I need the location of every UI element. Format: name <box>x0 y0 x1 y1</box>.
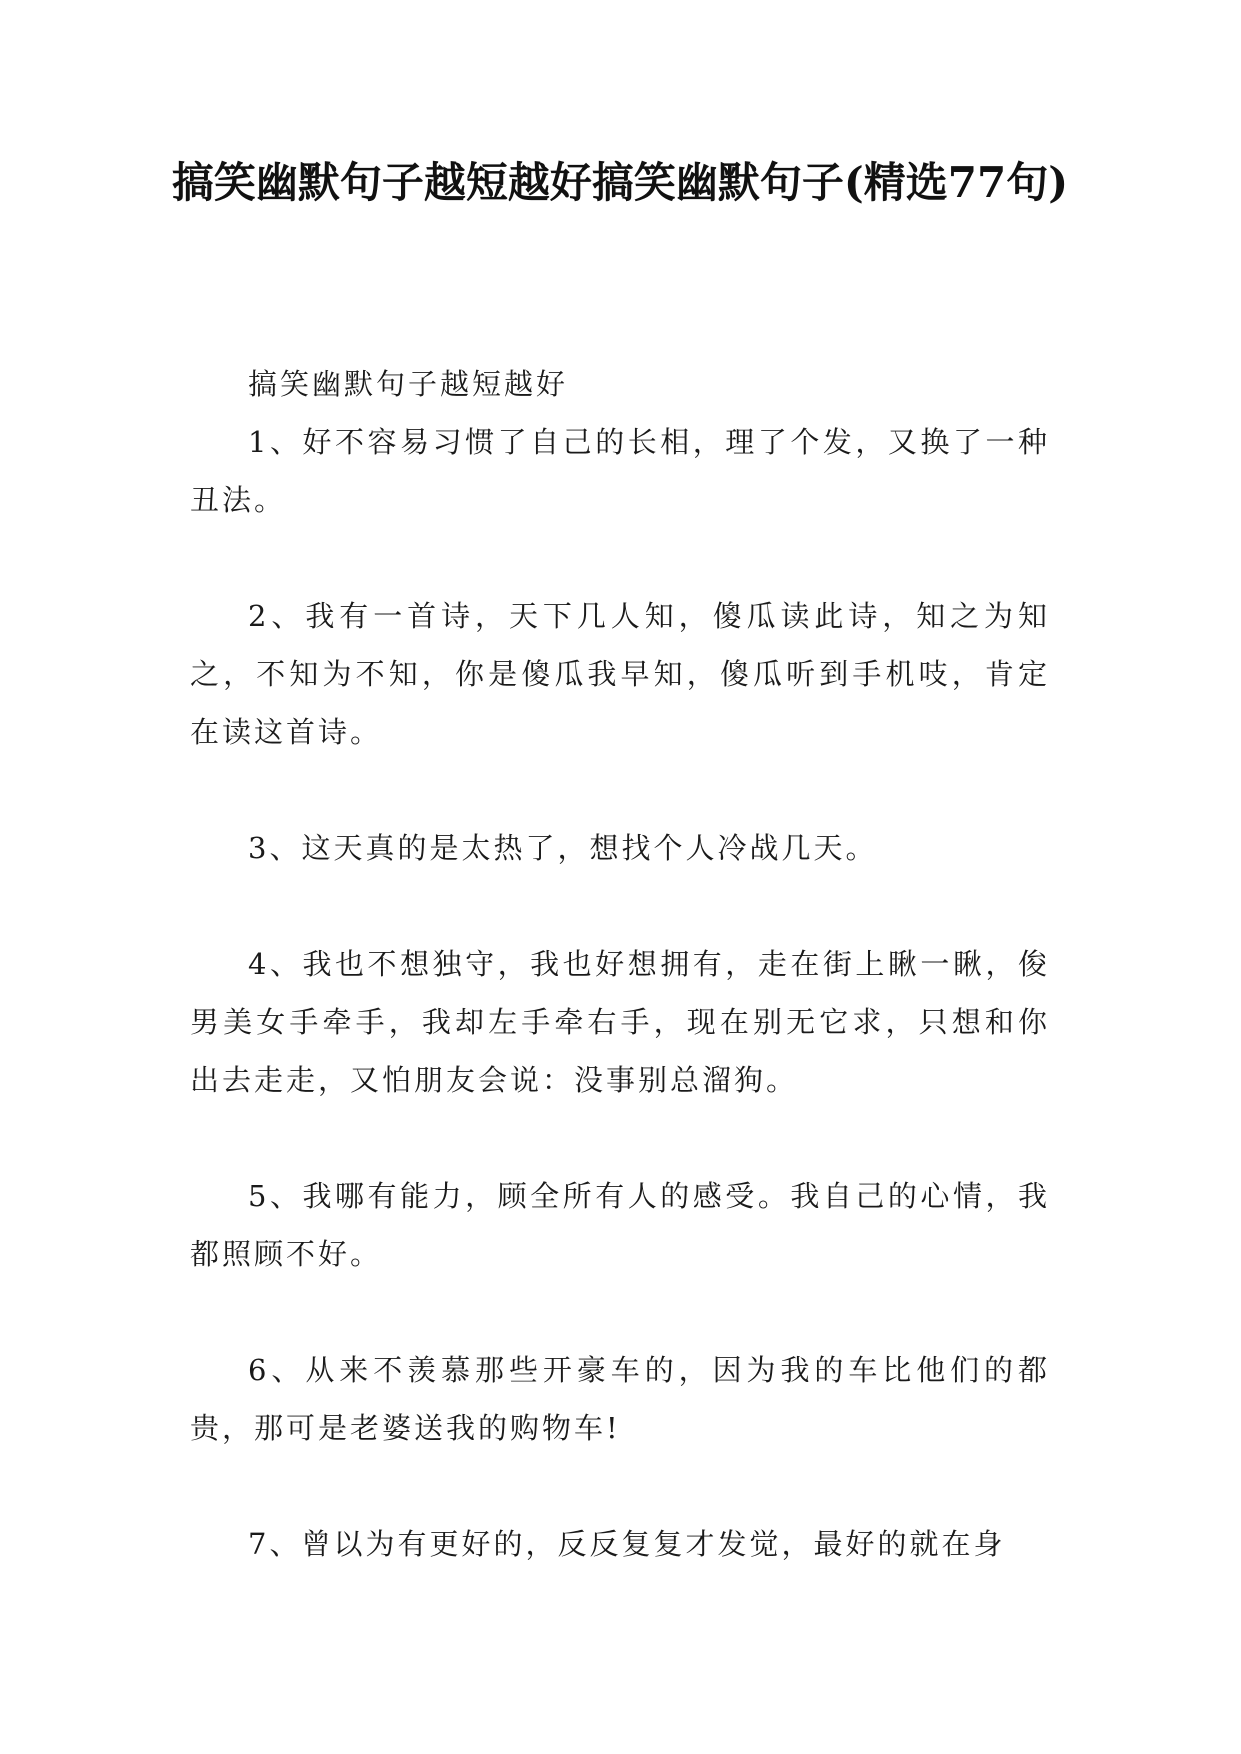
list-item: 1、好不容易习惯了自己的长相，理了个发，又换了一种丑法。 <box>190 425 1050 517</box>
list-item: 7、曾以为有更好的，反反复复才发觉，最好的就在身 <box>248 1527 1006 1561</box>
list-item: 6、从来不羡慕那些开豪车的，因为我的车比他们的都贵，那可是老婆送我的购物车! <box>190 1353 1050 1445</box>
section-subtitle: 搞笑幽默句子越短越好 <box>248 367 569 401</box>
list-item: 2、我有一首诗，天下几人知，傻瓜读此诗，知之为知之，不知为不知，你是傻瓜我早知，傻瓜听到手机吱，肯定在读这首诗。 <box>190 599 1050 749</box>
list-item: 4、我也不想独守，我也好想拥有，走在街上瞅一瞅，俊男美女手牵手，我却左手牵右手，现在别无它求，只想和你出去走走，又怕朋友会说：没事别总溜狗。 <box>190 947 1050 1097</box>
document-body <box>190 355 1050 1631</box>
document-title: 搞笑幽默句子越短越好搞笑幽默句子(精选77句) <box>171 158 1069 207</box>
list-item: 3、这天真的是太热了，想找个人冷战几天。 <box>248 831 878 865</box>
list-item: 5、我哪有能力，顾全所有人的感受。我自己的心情，我都照顾不好。 <box>190 1179 1050 1271</box>
